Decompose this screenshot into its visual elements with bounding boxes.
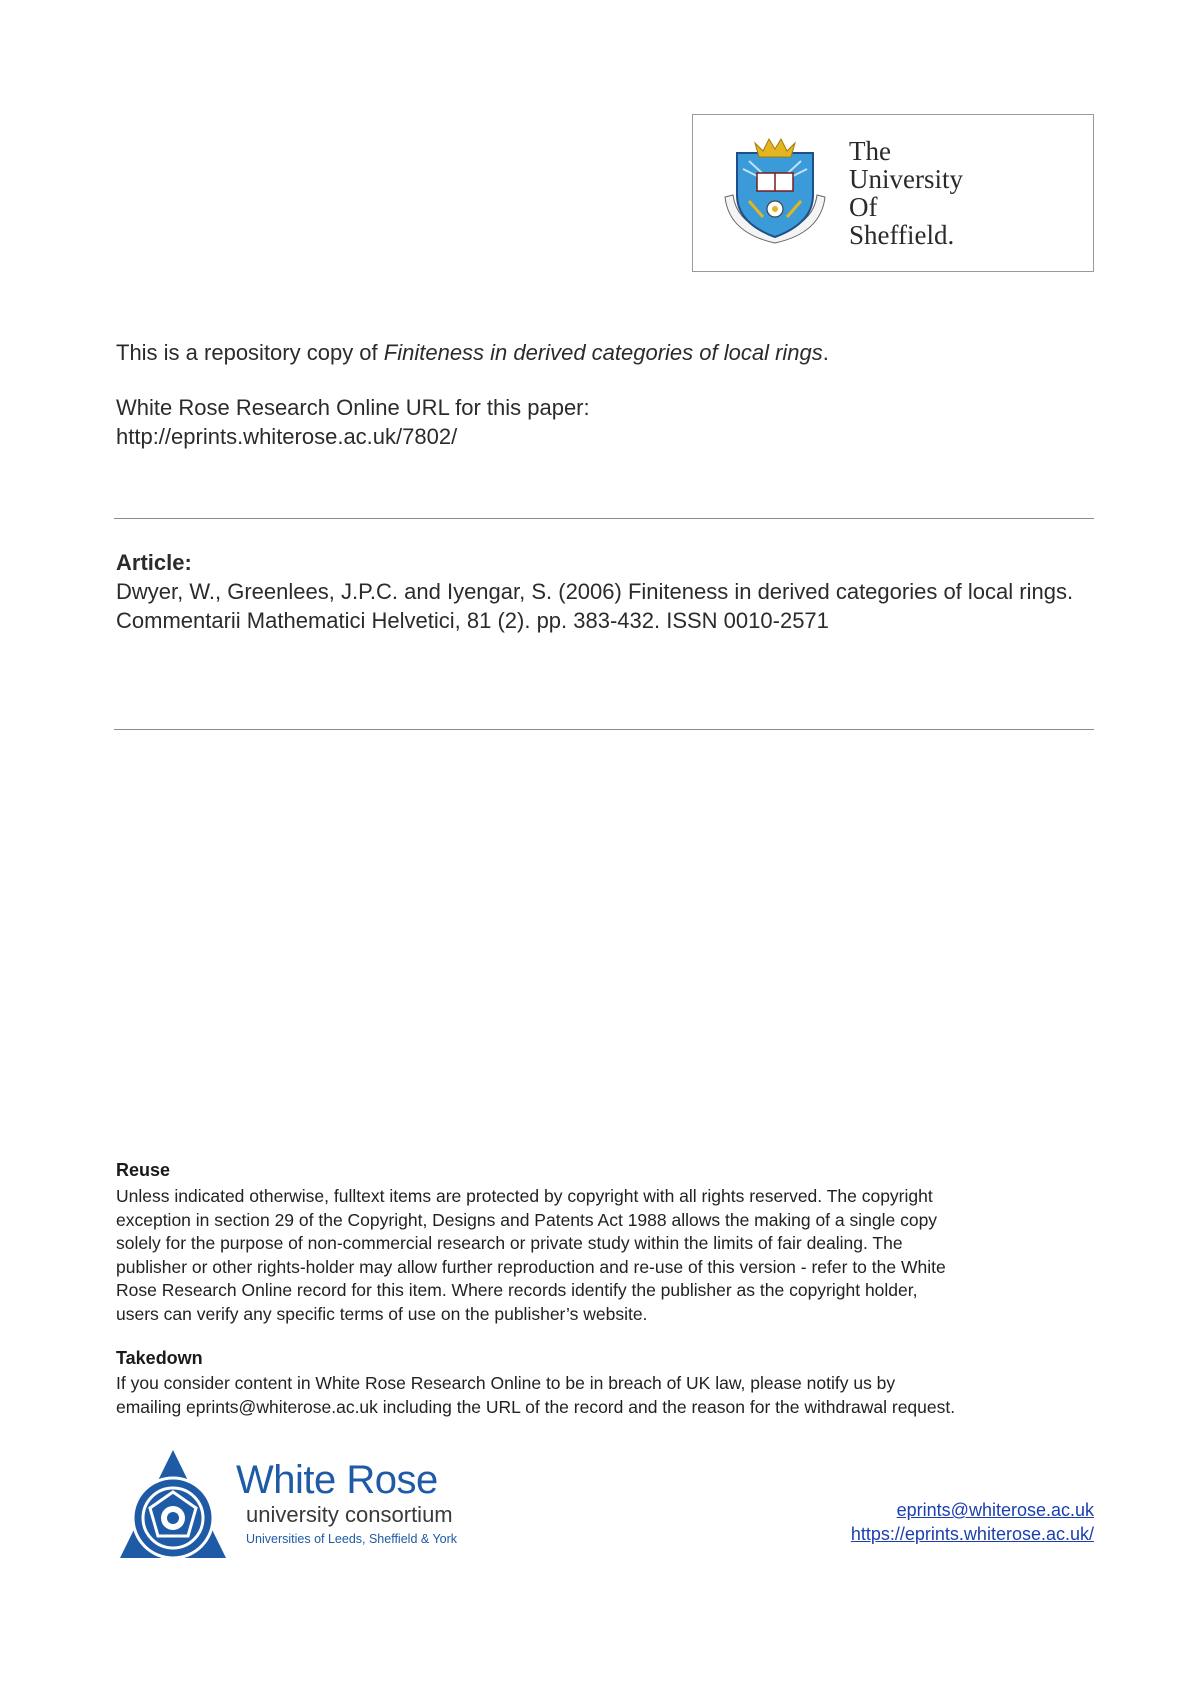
university-crest-icon xyxy=(719,135,831,251)
article-heading: Article: xyxy=(116,550,192,575)
repository-copy-statement: This is a repository copy of Finiteness in derived categories of local rings. xyxy=(116,340,829,365)
reuse-text: Unless indicated otherwise, fulltext items are protected by copyright with all rights reserved. The copyright exception in section 29 of the Copyright, Designs and Patents Act 1988 allows the making of a single copy solely for the purpose of non-commercial research or private study within the limits of fair dealing. The publisher or other rights-holder may allow further reproduction and re-use of this version - refer to the White Rose Research Online record for this item. Where records identify the publisher as the copyright holder, users can verify any specific terms of use on the publisher’s website. xyxy=(116,1186,946,1324)
divider xyxy=(114,729,1094,730)
white-rose-logo-icon xyxy=(114,1446,232,1564)
white-rose-universities: Universities of Leeds, Sheffield & York xyxy=(246,1532,458,1546)
takedown-text: If you consider content in White Rose Research Online to be in breach of UK law, please notify us by emailing eprints@whiterose.ac.uk including the URL of the record and the reason for the withdrawal request. xyxy=(116,1373,956,1417)
email-link[interactable]: eprints@whiterose.ac.uk xyxy=(896,1500,1094,1520)
white-rose-brand: White Rose xyxy=(236,1458,438,1502)
paper-url[interactable]: http://eprints.whiterose.ac.uk/7802/ xyxy=(116,424,458,449)
reuse-heading: Reuse xyxy=(116,1160,171,1180)
university-name: The University Of Sheffield. xyxy=(849,136,963,250)
url-label: White Rose Research Online URL for this paper: xyxy=(116,395,590,420)
divider xyxy=(114,518,1094,519)
takedown-heading: Takedown xyxy=(116,1348,203,1368)
website-link[interactable]: https://eprints.whiterose.ac.uk/ xyxy=(850,1524,1094,1544)
paper-title: Finiteness in derived categories of local rings xyxy=(383,340,823,365)
white-rose-subtitle: university consortium xyxy=(246,1502,453,1527)
university-logo xyxy=(692,114,1094,272)
article-citation: Dwyer, W., Greenlees, J.P.C. and Iyengar, S. (2006) Finiteness in derived categories of local rings. Commentarii Mathematici Helvetici, 81 (2). pp. 383-432. ISSN 0010-2571 xyxy=(116,579,1074,633)
